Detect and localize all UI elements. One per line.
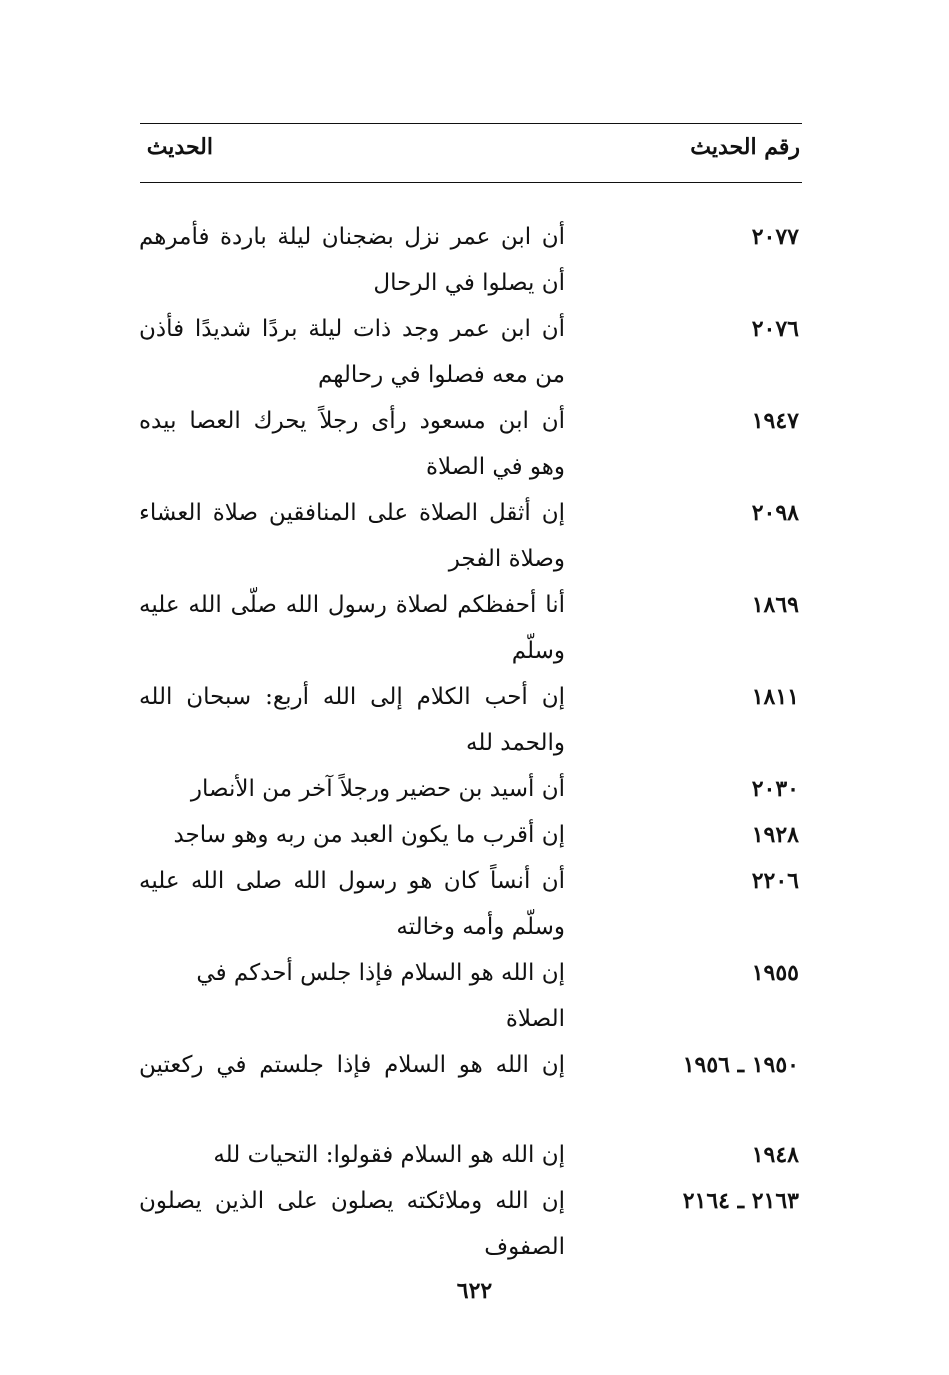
hadith-text: إن أحب الكلام إلى الله أربع: سبحان الله والحمد لله bbox=[139, 684, 565, 756]
index-entry bbox=[0, 214, 949, 306]
header-top-rule bbox=[140, 123, 802, 124]
hadith-number: ٢٠٣٠ bbox=[751, 776, 799, 802]
hadith-number: ٢٠٧٧ bbox=[751, 224, 799, 250]
index-entry bbox=[0, 950, 949, 1042]
index-entry bbox=[0, 582, 949, 674]
hadith-number: ٢٠٩٨ bbox=[751, 500, 799, 526]
hadith-text: إن أقرب ما يكون العبد من ربه وهو ساجد bbox=[173, 822, 565, 848]
column-header-hadith: الحديث bbox=[146, 134, 213, 160]
column-header-number: رقم الحديث bbox=[690, 134, 800, 160]
index-entry bbox=[0, 858, 949, 950]
hadith-number: ١٨١١ bbox=[751, 684, 799, 710]
page-number: ٦٢٢ bbox=[456, 1278, 493, 1304]
index-entry bbox=[0, 490, 949, 582]
header-bottom-rule bbox=[140, 182, 802, 183]
hadith-number: ١٩٢٨ bbox=[751, 822, 799, 848]
index-entry bbox=[0, 1042, 949, 1088]
hadith-text: أن ابن مسعود رأى رجلاً يحرك العصا بيده وهو في الصلاة bbox=[139, 408, 565, 480]
hadith-text: أنا أحفظكم لصلاة رسول الله صلّى الله عليه وسلّم bbox=[139, 592, 565, 664]
index-entry bbox=[0, 1132, 949, 1178]
hadith-text: أن أنساً كان هو رسول الله صلى الله عليه وسلّم وأمه وخالته bbox=[139, 868, 565, 940]
hadith-number: ١٩٥٥ bbox=[751, 960, 799, 986]
hadith-text: إن أثقل الصلاة على المنافقين صلاة العشاء وصلاة الفجر bbox=[139, 500, 565, 572]
hadith-text: إن الله هو السلام فإذا جلستم في ركعتين bbox=[139, 1052, 565, 1078]
hadith-text: أن أسيد بن حضير ورجلاً آخر من الأنصار bbox=[190, 776, 565, 802]
hadith-number: ١٨٦٩ bbox=[751, 592, 799, 618]
hadith-number: ١٩٤٧ bbox=[751, 408, 799, 434]
entry-spacer bbox=[0, 1088, 949, 1132]
index-entry bbox=[0, 1178, 949, 1270]
hadith-text: أن ابن عمر وجد ذات ليلة بردًا شديدًا فأذن من معه فصلوا في رحالهم bbox=[139, 316, 565, 388]
hadith-text: أن ابن عمر نزل بضجنان ليلة باردة فأمرهم أن يصلوا في الرحال bbox=[139, 224, 565, 296]
index-entry bbox=[0, 398, 949, 490]
hadith-text: إن الله هو السلام فقولوا: التحيات لله bbox=[213, 1142, 565, 1168]
hadith-number: ١٩٤٨ bbox=[751, 1142, 799, 1168]
hadith-text: إن الله هو السلام فإذا جلس أحدكم في الصلاة bbox=[196, 960, 565, 1032]
hadith-number: ٢٠٧٦ bbox=[751, 316, 799, 342]
hadith-text: إن الله وملائكته يصلون على الذين يصلون الصفوف bbox=[139, 1188, 565, 1260]
index-entry bbox=[0, 766, 949, 812]
hadith-number: ٢١٦٣ ـ ٢١٦٤ bbox=[682, 1188, 799, 1214]
index-entry bbox=[0, 306, 949, 398]
hadith-index-list bbox=[0, 214, 949, 1270]
index-entry bbox=[0, 812, 949, 858]
hadith-number: ٢٢٠٦ bbox=[751, 868, 799, 894]
index-entry bbox=[0, 674, 949, 766]
hadith-number: ١٩٥٠ ـ ١٩٥٦ bbox=[682, 1052, 799, 1078]
